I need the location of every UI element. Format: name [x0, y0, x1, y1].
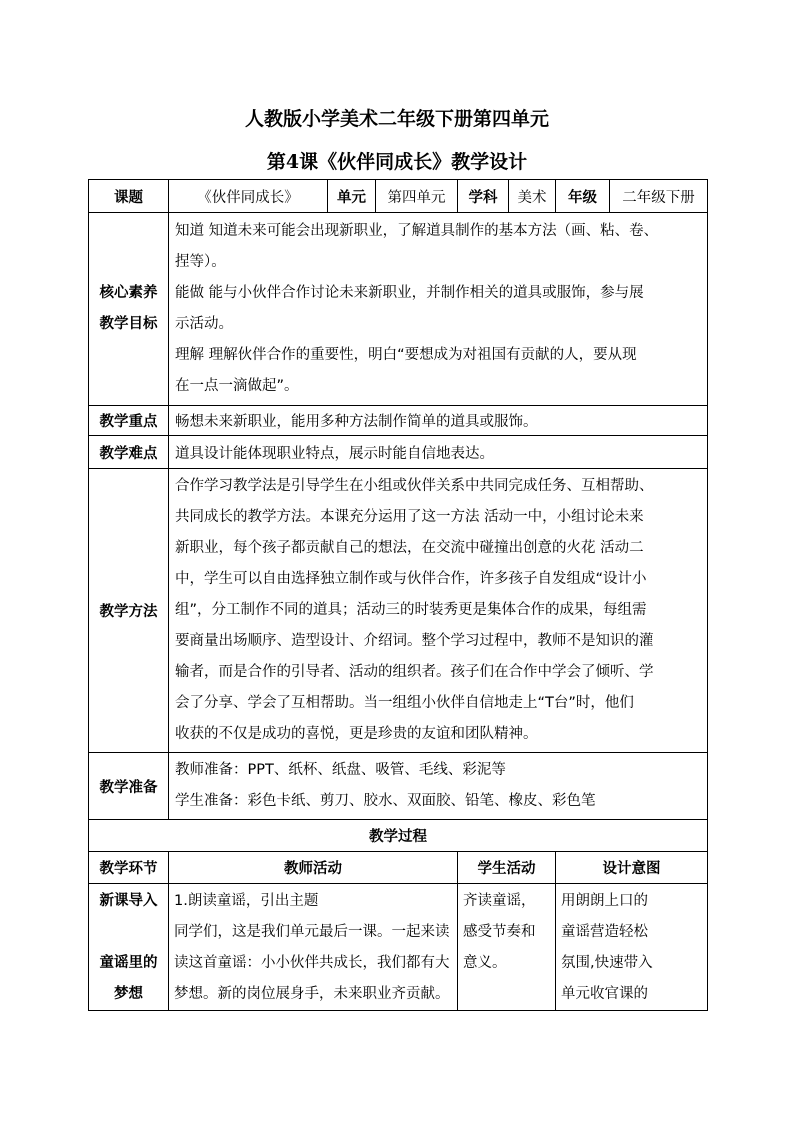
- col-teacher-header: 教师活动: [169, 852, 458, 884]
- stage-line: 童谣里的: [99, 955, 158, 971]
- document-title: 人教版小学美术二年级下册第四单元: [244, 108, 549, 130]
- stage-line: 新课导入: [99, 893, 158, 909]
- student-activity-cell: [458, 884, 556, 1011]
- col-stage-header: 教学环节: [89, 852, 169, 884]
- intent-line: 用朗朗上口的: [561, 893, 648, 909]
- preparation-label: 教学准备: [89, 753, 169, 820]
- preparation-content: [169, 753, 708, 820]
- method-label: 教学方法: [89, 469, 169, 753]
- teacher-line: 梦想。新的岗位展身手，未来职业齐贡献。: [174, 986, 450, 1002]
- core-goals-row: [89, 213, 708, 406]
- core-goals-line: 在一点一滴做起”。: [175, 378, 299, 394]
- preparation-line: 学生准备：彩色卡纸、剪刀、胶水、双面胶、铅笔、橡皮、彩色笔: [175, 793, 596, 809]
- lesson-plan-table: [88, 179, 708, 1011]
- method-line: 组”，分工制作不同的道具；活动三的时装秀更是集体合作的成果，每组需: [175, 602, 647, 618]
- topic-label: 课题: [89, 180, 169, 213]
- subject-label: 学科: [458, 180, 509, 213]
- unit-value: 第四单元: [376, 180, 458, 213]
- preparation-row: [89, 753, 708, 820]
- core-goals-label-line: 核心素养: [99, 285, 158, 301]
- grade-label: 年级: [556, 180, 610, 213]
- method-line: 中，学生可以自由选择独立制作或与伙伴合作，许多孩子自发组成“设计小: [175, 571, 647, 587]
- student-line: 齐读童谣，: [463, 893, 536, 909]
- intent-line: 单元收官课的: [561, 986, 648, 1002]
- intent-line: 童谣营造轻松: [561, 924, 648, 940]
- difficulty-text: 道具设计能体现职业特点，展示时能自信地表达。: [169, 436, 708, 469]
- info-row: [89, 180, 708, 213]
- method-line: 会了分享、学会了互相帮助。当一组组小伙伴自信地走上“T台”时，他们: [175, 695, 634, 711]
- student-line: 意义。: [463, 955, 507, 971]
- key-point-label: 教学重点: [89, 406, 169, 436]
- process-heading: 教学过程: [89, 820, 708, 852]
- difficulty-label: 教学难点: [89, 436, 169, 469]
- teacher-line: 读这首童谣：小小伙伴共成长，我们都有大: [174, 955, 450, 971]
- topic-value: 《伙伴同成长》: [169, 180, 328, 213]
- stage-spacer: [89, 917, 168, 948]
- core-goals-label: [89, 213, 169, 406]
- teacher-line: 1.朗读童谣，引出主题: [174, 893, 319, 909]
- method-line: 要商量出场顺序、造型设计、介绍词。整个学习过程中，教师不是知识的灌: [175, 633, 654, 649]
- method-line: 收获的不仅是成功的喜悦，更是珍贵的友谊和团队精神。: [175, 726, 538, 742]
- design-intent-cell: [556, 884, 708, 1011]
- process-row: [89, 884, 708, 1011]
- document-subtitle: 第4课《伙伴同成长》教学设计: [266, 151, 528, 173]
- core-goals-label-line: 教学目标: [99, 316, 158, 332]
- process-heading-row: [89, 820, 708, 852]
- core-goals-line: 理解 理解伙伴合作的重要性，明白“要想成为对祖国有贡献的人，要从现: [175, 347, 637, 363]
- method-line: 共同成长的教学方法。本课充分运用了这一方法 活动一中，小组讨论未来: [175, 509, 644, 525]
- student-line: 感受节奏和: [463, 924, 536, 940]
- stage-cell: [89, 884, 169, 1011]
- col-student-header: 学生活动: [458, 852, 556, 884]
- core-goals-content: [169, 213, 708, 406]
- core-goals-line: 捏等）。: [175, 254, 226, 270]
- stage-line: 梦想: [114, 986, 143, 1002]
- process-header-row: [89, 852, 708, 884]
- core-goals-line: 知道 知道未来可能会出现新职业，了解道具制作的基本方法（画、粘、卷、: [175, 223, 659, 239]
- col-intent-header: 设计意图: [556, 852, 708, 884]
- difficulty-row: [89, 436, 708, 469]
- method-line: 合作学习教学法是引导学生在小组或伙伴关系中共同完成任务、互相帮助、: [175, 478, 654, 494]
- key-point-text: 畅想未来新职业，能用多种方法制作简单的道具或服饰。: [169, 406, 708, 436]
- key-point-row: [89, 406, 708, 436]
- core-goals-line: 能做 能与小伙伴合作讨论未来新职业，并制作相关的道具或服饰，参与展: [175, 285, 644, 301]
- preparation-line: 教师准备：PPT、纸杯、纸盘、吸管、毛线、彩泥等: [175, 762, 506, 778]
- teacher-line: 同学们，这是我们单元最后一课。一起来读: [174, 924, 450, 940]
- teacher-activity-cell: [169, 884, 458, 1011]
- method-content: [169, 469, 708, 753]
- method-line: 输者，而是合作的引导者、活动的组织者。孩子们在合作中学会了倾听、学: [175, 664, 654, 680]
- unit-label: 单元: [328, 180, 376, 213]
- method-row: [89, 469, 708, 753]
- method-line: 新职业，每个孩子都贡献自己的想法，在交流中碰撞出创意的火花 活动二: [175, 540, 644, 556]
- subject-value: 美术: [509, 180, 556, 213]
- core-goals-line: 示活动。: [175, 316, 233, 332]
- intent-line: 氛围,快速带入: [561, 955, 653, 971]
- grade-value: 二年级下册: [610, 180, 708, 213]
